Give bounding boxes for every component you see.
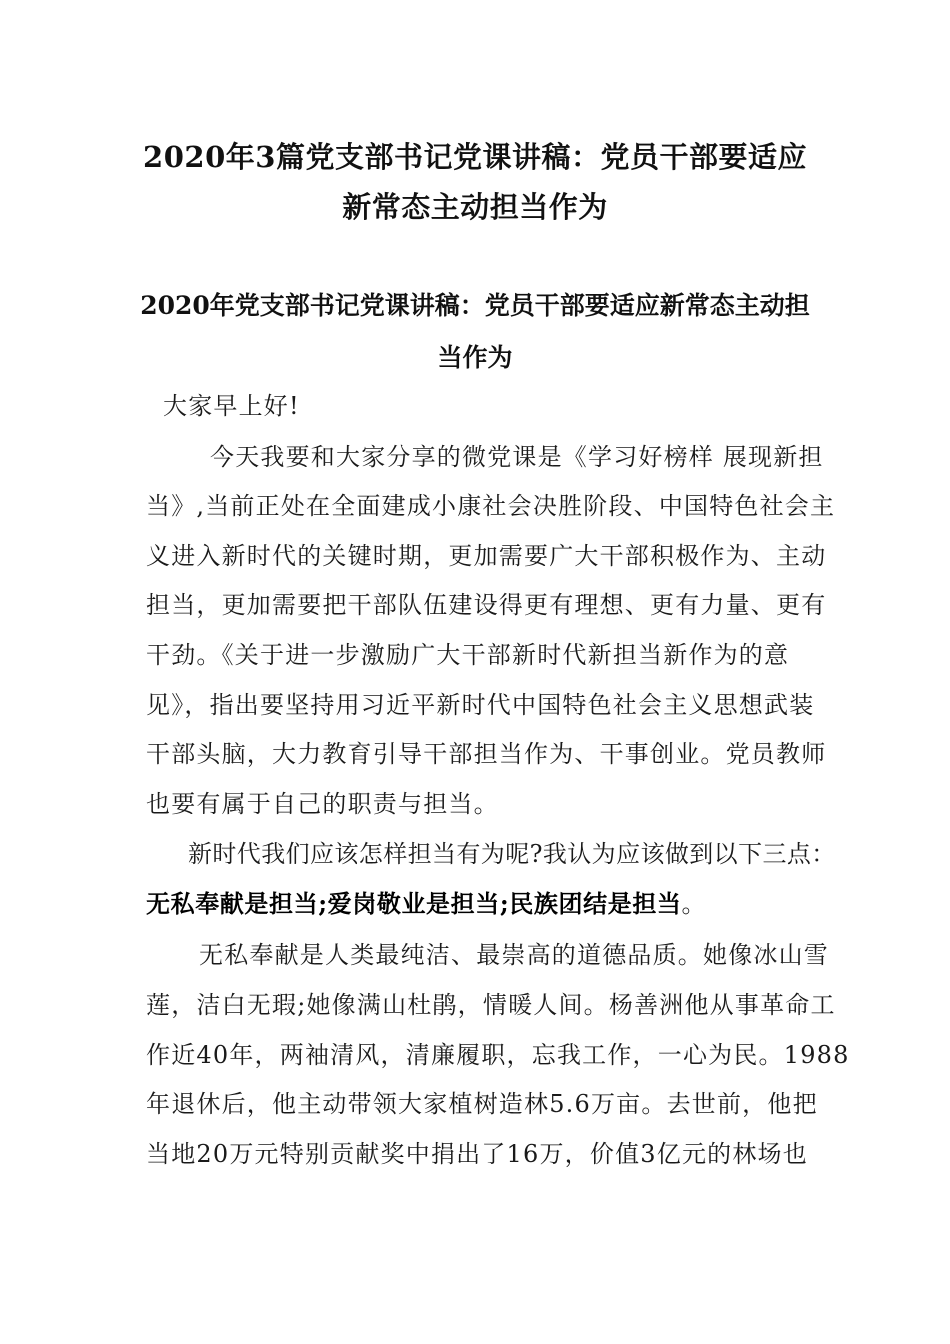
- para2-line-2: [146, 884, 706, 919]
- para1-line-4: 担当，更加需要把干部队伍建设得更有理想、更有力量、更有: [146, 591, 827, 619]
- para2-end-mark: 。: [681, 890, 707, 918]
- para1-line-5: 干劲。《关于进一步激励广大干部新时代新担当新作为的意: [146, 641, 790, 669]
- para2-line-1: 新时代我们应该怎样担当有为呢?我认为应该做到以下三点：: [188, 840, 836, 868]
- para1-line-2: 当》,当前正处在全面建成小康社会决胜阶段、中国特色社会主: [146, 492, 836, 520]
- greeting: 大家早上好!: [163, 392, 300, 420]
- para1-line-3: 义进入新时代的关键时期，更加需要广大干部积极作为、主动: [146, 542, 827, 570]
- para3-line-2: 莲，洁白无瑕;她像满山杜鹃，情暖人间。杨善洲他从事革命工: [146, 991, 836, 1019]
- para2-bold-text: 无私奉献是担当;爱岗敬业是担当;民族团结是担当: [146, 889, 682, 918]
- para3-line-1: 无私奉献是人类最纯洁、最崇高的道德品质。她像冰山雪: [199, 941, 829, 969]
- para1-line-7: 干部头脑，大力教育引导干部担当作为、干事创业。党员教师: [146, 740, 827, 768]
- para1-line-1: 今天我要和大家分享的微党课是《学习好榜样 展现新担: [210, 443, 824, 471]
- para1-line-8: 也要有属于自己的职责与担当。: [146, 790, 499, 818]
- para1-line-6: 见》，指出要坚持用习近平新时代中国特色社会主义思想武装: [146, 691, 815, 719]
- para3-line-5: 当地20万元特别贡献奖中捐出了16万，价值3亿元的林场也: [146, 1140, 808, 1168]
- document-title-line-1: 2020年3篇党支部书记党课讲稿：党员干部要适应: [143, 140, 807, 174]
- document-title-line-2: 新常态主动担当作为: [342, 190, 608, 224]
- section-title-line-1: 2020年党支部书记党课讲稿：党员干部要适应新常态主动担: [140, 291, 810, 320]
- section-title-line-2: 当作为: [437, 343, 513, 372]
- para3-line-4: 年退休后，他主动带领大家植树造林5.6万亩。去世前，他把: [146, 1090, 818, 1118]
- para3-line-3: 作近40年，两袖清风，清廉履职，忘我工作，一心为民。1988: [146, 1041, 850, 1069]
